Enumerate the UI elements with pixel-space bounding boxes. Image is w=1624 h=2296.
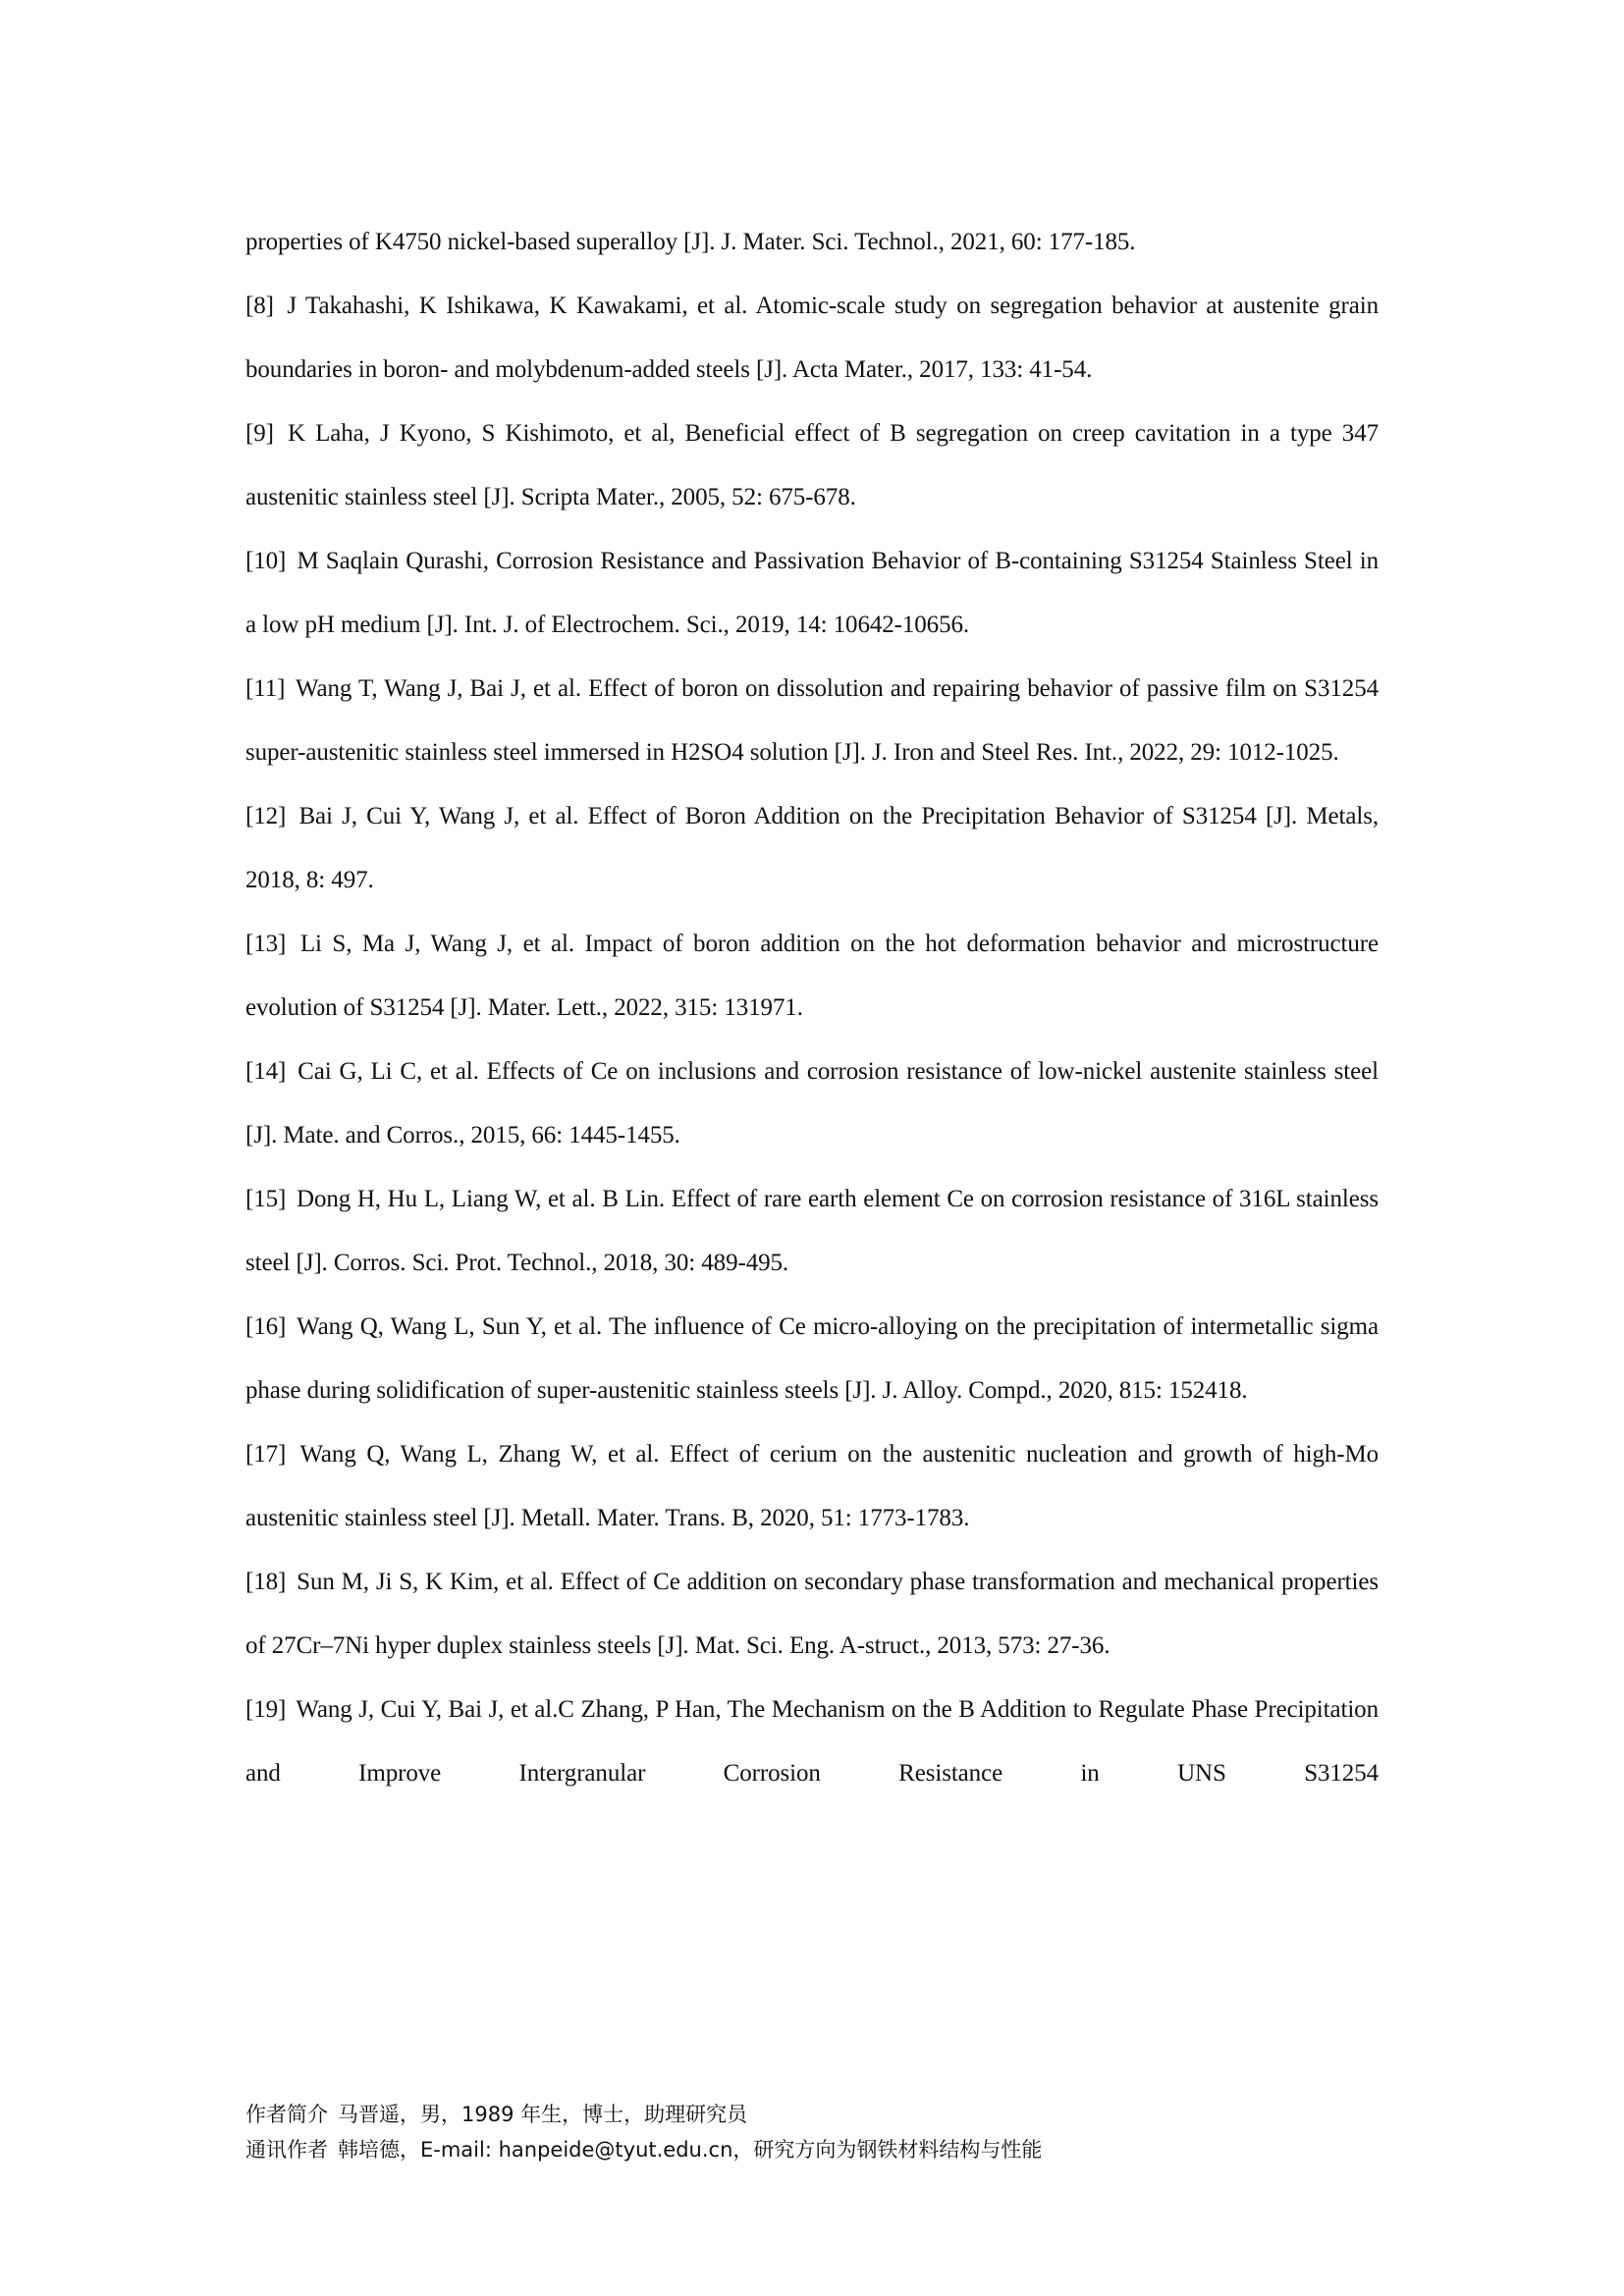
reference-text: Wang Q, Wang L, Zhang W, et al. Effect of cerium on the austenitic nucleation and growth of high-Mo austenitic stainless steel [J]. Metall. Mater. Trans. B, 2020, 51: 1773-1783. [245,1441,1379,1531]
reference-text: J Takahashi, K Ishikawa, K Kawakami, et al. Atomic-scale study on segregation behavior at austenite grain boundaries in boron- and molybdenum-added steels [J]. Acta Mater., 2017, 133: 41-54. [245,293,1379,383]
author-bio-text: 马晋遥，男，1989 年生，博士，助理研究员 [338,2103,748,2126]
reference-item [245,529,1379,657]
reference-number: [13] [245,931,287,957]
reference-item [245,401,1379,529]
reference-item [245,274,1379,401]
reference-number: [18] [245,1569,287,1595]
author-bio [245,2097,1379,2132]
reference-text: M Saqlain Qurashi, Corrosion Resistance and Passivation Behavior of B-containing S31254 Stainless Steel in a low pH medium [J]. Int. J. of Electrochem. Sci., 2019, 14: 10642-10656. [245,548,1379,638]
corresponding-author [245,2132,1379,2167]
reference-item [245,1167,1379,1295]
author-footer [245,2097,1379,2167]
reference-text: Bai J, Cui Y, Wang J, et al. Effect of Boron Addition on the Precipitation Behavior of S31254 [J]. Metals, 2018, 8: 497. [245,803,1379,893]
reference-number: [19] [245,1696,287,1723]
reference-text: K Laha, J Kyono, S Kishimoto, et al, Beneficial effect of B segregation on creep cavitation in a type 347 austenitic stainless steel [J]. Scripta Mater., 2005, 52: 675-678. [245,420,1379,510]
author-bio-label: 作者简介 [245,2103,328,2126]
reference-text: Cai G, Li C, et al. Effects of Ce on inclusions and corrosion resistance of low-nickel austenite stainless steel [J]. Mate. and Corros., 2015, 66: 1445-1455. [245,1058,1379,1148]
reference-item [245,1040,1379,1167]
reference-text: Sun M, Ji S, K Kim, et al. Effect of Ce addition on secondary phase transformation and mechanical properties of 27Cr–7Ni hyper duplex stainless steels [J]. Mat. Sci. Eng. A-struct., 2013, 573: 27-36. [245,1569,1379,1659]
corresponding-author-text: 韩培德，E-mail: hanpeide@tyut.edu.cn，研究方向为钢铁材料结构与性能 [338,2138,1043,2162]
reference-item [245,1550,1379,1678]
reference-number: [10] [245,548,287,574]
reference-item [245,657,1379,784]
reference-item [245,912,1379,1040]
reference-number: [17] [245,1441,287,1468]
reference-number: [9] [245,420,274,447]
reference-text: Wang J, Cui Y, Bai J, et al.C Zhang, P Han, The Mechanism on the B Addition to Regulate Phase Precipitation and Improve Intergranular Corrosion Resistance in UNS S31254 [245,1696,1379,1787]
corresponding-author-label: 通讯作者 [245,2138,328,2162]
reference-number: [8] [245,293,274,319]
reference-item [245,1295,1379,1422]
reference-item [245,1678,1379,1805]
reference-text: Wang Q, Wang L, Sun Y, et al. The influence of Ce micro-alloying on the precipitation of intermetallic sigma phase during solidification of super-austenitic stainless steels [J]. J. Alloy. Compd., 2020, 815: 152418. [245,1313,1379,1404]
reference-number: [11] [245,675,286,702]
reference-number: [15] [245,1186,287,1212]
reference-number: [14] [245,1058,287,1085]
reference-number: [16] [245,1313,287,1340]
reference-text: Dong H, Hu L, Liang W, et al. B Lin. Effect of rare earth element Ce on corrosion resistance of 316L stainless steel [J]. Corros. Sci. Prot. Technol., 2018, 30: 489-495. [245,1186,1379,1276]
reference-text: Li S, Ma J, Wang J, et al. Impact of boron addition on the hot deformation behavior and microstructure evolution of S31254 [J]. Mater. Lett., 2022, 315: 131971. [245,931,1380,1021]
reference-item [245,1422,1379,1550]
reference-text: Wang T, Wang J, Bai J, et al. Effect of boron on dissolution and repairing behavior of passive film on S31254 super-austenitic stainless steel immersed in H2SO4 solution [J]. J. Iron and Steel Res. Int., 2022, 29: 1012-1025. [245,675,1379,766]
reference-list [245,210,1379,1805]
reference-continuation: properties of K4750 nickel-based superalloy [J]. J. Mater. Sci. Technol., 2021, 60: 177-185. [245,229,1136,255]
reference-number: [12] [245,803,287,829]
reference-item [245,784,1379,912]
